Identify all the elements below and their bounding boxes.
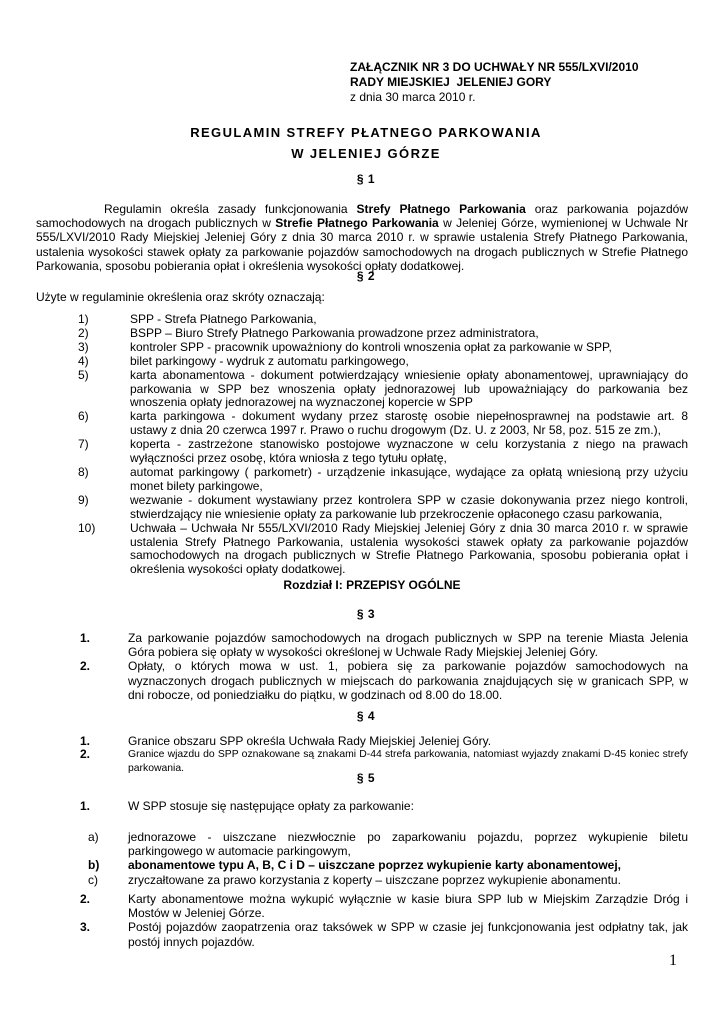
section-mark-3: § 3	[356, 607, 376, 621]
item-letter: c)	[88, 872, 98, 887]
list-item	[80, 920, 688, 948]
item-number: 3.	[80, 920, 91, 935]
item-text: Granice obszaru SPP określa Uchwała Rady Miejskiej Jeleniej Góry.	[128, 734, 492, 748]
item-text: zryczałtowane za prawo korzystania z koperty – uiszczane poprzez wykupienie abonamentu.	[128, 872, 621, 887]
item-text: Opłaty, o których mowa w ust. 1, pobiera się za parkowanie pojazdów samochodowych na wyznaczonych drogach publicznych w miejscach do parkowania znajdujących się w granicach SPP, w dni robocze, od poniedziałku do piątku, w godzinach od 8.00 do 18.00.	[128, 659, 688, 702]
item-text: Karty abonamentowe można wykupić wyłącznie w kasie biura SPP lub w Miejskim Zarządzie Dróg i Mostów w Jeleniej Górze.	[128, 892, 688, 921]
item-text: jednorazowe - uiszczane niezwłocznie po zaparkowaniu pojazdu, poprzez wykupienie biletu parkingowego w automacie parkingowym,	[128, 830, 688, 859]
intro-segment: Strefie Płatnego Parkowania	[275, 216, 439, 231]
definition-item	[78, 327, 688, 341]
definition-number: 8)	[78, 464, 89, 479]
item-text: Granice wjazdu do SPP oznakowane są znakami D-44 strefa parkowania, natomiast wyjazdy znakami D-45 koniec strefy parkowania.	[128, 749, 688, 774]
definition-number: 6)	[78, 409, 89, 424]
item-number: 2.	[80, 892, 91, 906]
definition-number: 7)	[78, 437, 89, 452]
section5-items	[80, 892, 688, 949]
item-letter: b)	[88, 858, 100, 873]
fee-type-item	[88, 858, 688, 872]
item-text: Za parkowanie pojazdów samochodowych na drogach publicznych w SPP na terenie Miasta Jelenia Góra pobiera się opłaty w wysokości określonej w Uchwale Rady Miejskiej Jeleniej Góry.	[128, 631, 688, 660]
item-letter: a)	[88, 830, 99, 844]
section4-list	[80, 734, 688, 775]
definitions-list	[78, 313, 688, 577]
definition-text: BSPP – Biuro Strefy Płatnego Parkowania prowadzone przez administratora,	[130, 325, 539, 340]
item-number: 1.	[80, 631, 91, 645]
item-number: 2.	[80, 659, 91, 674]
definition-item	[78, 494, 688, 522]
definition-item	[78, 466, 688, 494]
section3-list	[80, 631, 688, 702]
section-mark-5: § 5	[356, 771, 376, 785]
item-number: 1.	[80, 799, 91, 813]
annex-header-line: ZAŁĄCZNIK NR 3 DO UCHWAŁY NR 555/LXVI/2010	[350, 60, 639, 74]
section-mark-1: § 1	[356, 172, 376, 186]
section-mark-2: § 2	[356, 269, 376, 283]
document-title	[36, 122, 696, 164]
title-line-2: W JELENIEJ GÓRZE	[291, 146, 441, 161]
annex-header-line: RADY MIEJSKIEJ JELENIEJ GORY	[350, 75, 552, 89]
definition-number: 3)	[78, 339, 89, 354]
definition-number: 9)	[78, 492, 89, 507]
definition-item	[78, 313, 688, 327]
definition-number: 10)	[78, 520, 96, 535]
item-text: W SPP stosuje się następujące opłaty za parkowanie:	[128, 799, 414, 813]
definition-number: 1)	[78, 312, 89, 326]
list-item	[80, 659, 688, 702]
definitions-lead: Użyte w regulaminie określenia oraz skróty oznaczają:	[36, 290, 325, 304]
definition-text: SPP - Strefa Płatnego Parkowania,	[130, 312, 317, 326]
title-line-1: REGULAMIN STREFY PŁATNEGO PARKOWANIA	[190, 125, 542, 140]
fee-types-list	[88, 830, 688, 887]
intro-segment: w Jeleniej Górze, wymienionej w Uchwale Nr 555/LXVI/2010 Rady Miejskiej Jeleniej Góry z dnia 30 marca 2010 r. w sprawie ustalenia Strefy Płatnego Parkowania, ustalenia wysokości stawek opłaty za parkowanie pojazdów samochodowych na drogach publicznych w Strefie Płatnego Parkowania, sposobu pobierania opłat i określenia wysokości opłaty dodatkowej.	[36, 216, 688, 273]
item-number: 1.	[80, 734, 91, 748]
annex-header	[350, 60, 639, 105]
list-item	[80, 799, 688, 813]
definition-text: kontroler SPP - pracownik upoważniony do kontroli wnoszenia opłat za parkowanie w SPP,	[130, 339, 612, 354]
section-mark-4: § 4	[356, 709, 376, 723]
definition-item	[78, 369, 688, 411]
definition-text: Uchwała – Uchwała Nr 555/LXVI/2010 Rady Miejskiej Jeleniej Góry z dnia 30 marca 2010 r. w sprawie ustalenia Strefy Płatnego Parkowania, ustalenia wysokości stawek opłaty za parkowanie pojazdów samochodowych na drogach publicznych w Strefie Płatnego Parkowania, sposobu pobierania opłat i określenia wysokości opłaty dodatkowej.	[130, 520, 688, 577]
definition-text: koperta - zastrzeżone stanowisko postojowe wyznaczone w celu korzystania z niego na prawach wyłączności przez osobę, która wniosła z tego tytułu opłatę,	[130, 437, 688, 466]
intro-paragraph	[36, 202, 688, 273]
definition-item	[78, 410, 688, 438]
intro-segment: oraz parkowania pojazdów samochodowych na drogach publicznych w	[36, 202, 688, 231]
definition-text: wezwanie - dokument wystawiany przez kontrolera SPP w czasie dokonywania przez niego kontroli, stwierdzający nie wniesienie opłaty za parkowanie lub przekroczenie opłaconego czasu parkowania,	[130, 492, 688, 521]
list-item	[80, 734, 688, 748]
fee-type-item	[88, 873, 688, 887]
definition-number: 4)	[78, 353, 89, 368]
definition-number: 5)	[78, 367, 89, 382]
list-item	[80, 892, 688, 920]
intro-segment: Regulamin określa zasady funkcjonowania	[104, 202, 357, 216]
definition-text: karta abonamentowa - dokument potwierdzający wniesienie opłaty abonamentowej, uprawniający do parkowania w SPP bez wnoszenia opłaty jednorazowej lub upoważniający do parkowania bez wnoszenia opłaty jednorazowej na wyznaczonej kopercie w SPP	[130, 367, 688, 410]
item-text: abonamentowe typu A, B, C i D – uiszczane poprzez wykupienie karty abonamentowej,	[128, 858, 621, 873]
list-item	[80, 631, 688, 659]
item-number: 2.	[80, 747, 91, 762]
definition-item	[78, 341, 688, 355]
annex-header-line: z dnia 30 marca 2010 r.	[350, 90, 476, 104]
definition-text: karta parkingowa - dokument wydany przez starostę osobie niepełnosprawnej na podstawie art. 8 ustawy z dnia 20 czerwca 1997 r. Prawo o ruchu drogowym (Dz. U. z 2003, Nr 58, poz. 515 ze zm.),	[130, 409, 688, 438]
definition-text: automat parkingowy ( parkometr) - urządzenie inkasujące, wydające za opłatą wniesioną przy użyciu monet bilety parkingowe,	[130, 464, 688, 493]
definition-item	[78, 355, 688, 369]
definition-item	[78, 438, 688, 466]
fee-type-item	[88, 830, 688, 858]
definition-number: 2)	[78, 325, 89, 340]
page-number: 1	[669, 952, 677, 969]
definition-text: bilet parkingowy - wydruk z automatu parkingowego,	[130, 353, 409, 368]
definition-item	[78, 522, 688, 578]
intro-segment: Strefy Płatnego Parkowania	[356, 202, 526, 216]
section5-item-1	[80, 799, 688, 813]
chapter-heading: Rozdział I: PRZEPISY OGÓLNE	[283, 578, 461, 592]
item-text: Postój pojazdów zaopatrzenia oraz taksówek w SPP w czasie jej funkcjonowania jest odpłatny tak, jak postój innych pojazdów.	[128, 920, 688, 949]
